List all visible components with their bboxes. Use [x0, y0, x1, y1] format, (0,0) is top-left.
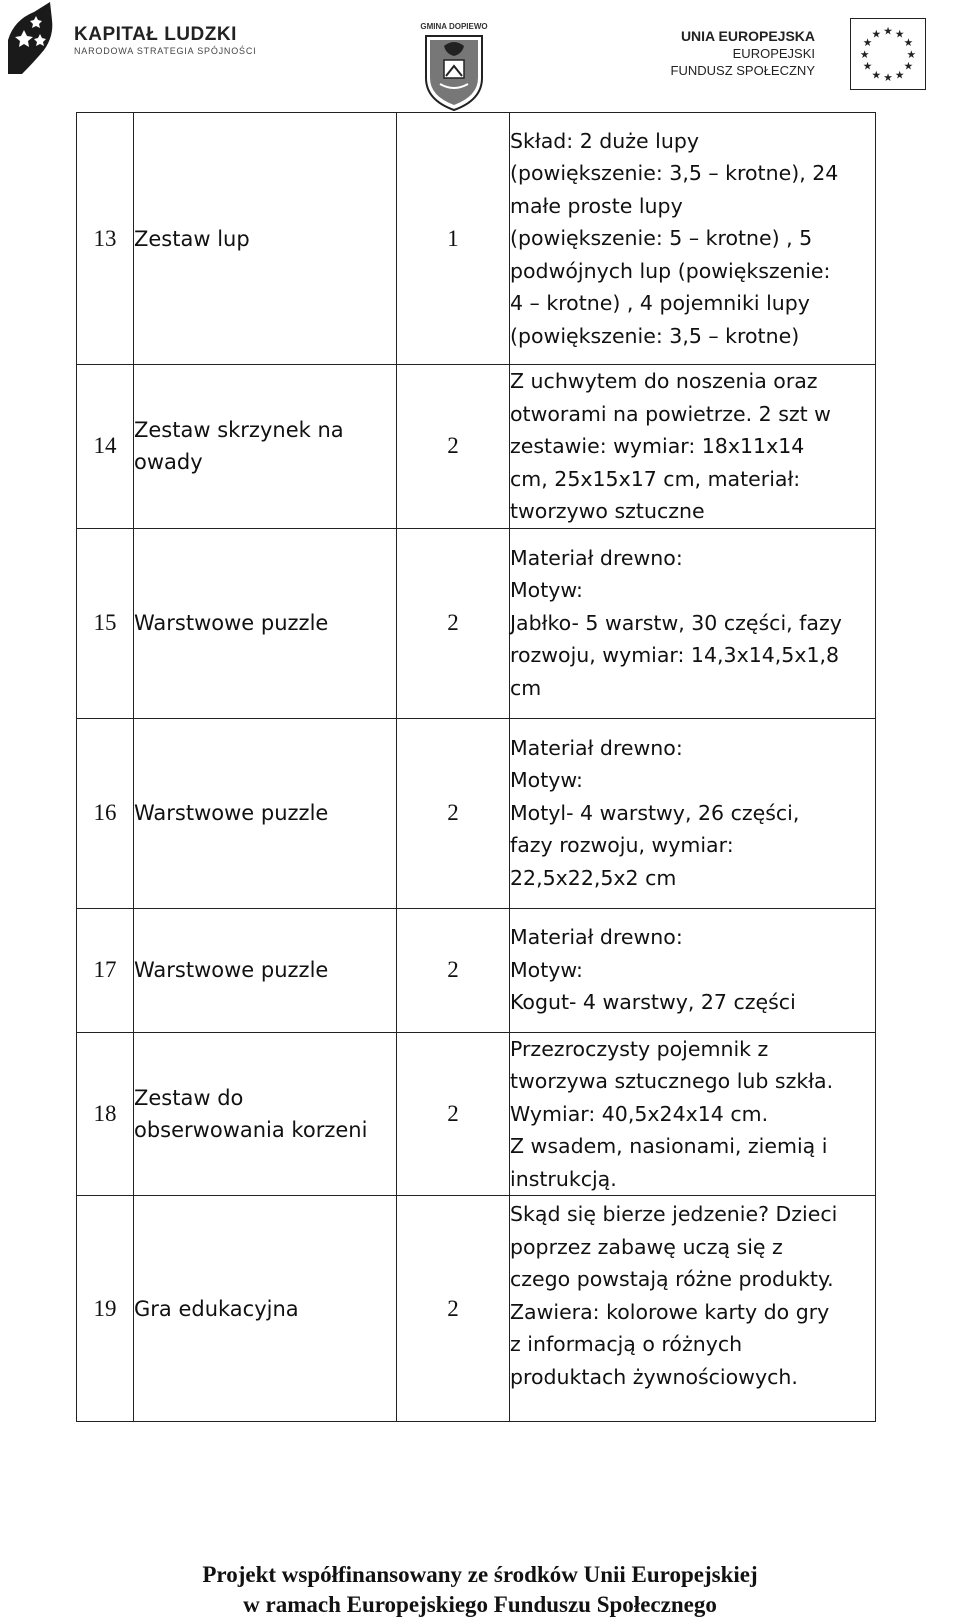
item-description: [510, 1032, 876, 1196]
item-description: [510, 113, 876, 365]
svg-text:★: ★: [906, 47, 917, 61]
description-line: poprzez zabawę uczą się z: [510, 1234, 783, 1259]
description-line: Przezroczysty pojemnik z: [510, 1036, 769, 1061]
description-line: z informacją o różnych: [510, 1332, 743, 1356]
item-name: Warstwowe puzzle: [134, 528, 397, 718]
gmina-label: GMINA DOPIEWO: [420, 22, 488, 31]
description-line: rozwoju, wymiar: 14,3x14,5x1,8: [510, 643, 840, 668]
svg-text:★: ★: [883, 71, 893, 85]
item-quantity: 2: [397, 908, 510, 1032]
description-line: Kogut- 4 warstwy, 27 części: [510, 990, 796, 1015]
description-line: Zawiera: kolorowe karty do gry: [510, 1299, 830, 1324]
description-line: Wymiar: 40,5x24x14 cm.: [510, 1101, 769, 1126]
item-name: Zestaw lup: [134, 113, 397, 365]
item-quantity: 2: [397, 365, 510, 529]
equipment-table: [76, 112, 876, 1422]
item-quantity: 2: [397, 528, 510, 718]
table-row: [77, 718, 876, 908]
item-description: [510, 365, 876, 529]
item-description: [510, 528, 876, 718]
eu-social-fund-logo: [670, 16, 960, 96]
kapital-ludzki-logo: [4, 0, 257, 80]
description-line: produktach żywnościowych.: [510, 1364, 798, 1389]
row-number: 16: [77, 718, 134, 908]
row-number: 19: [77, 1196, 134, 1422]
description-line: Motyw:: [510, 578, 583, 603]
description-line: tworzywo sztuczne: [510, 499, 705, 523]
row-number: 15: [77, 528, 134, 718]
footer-line-1: Projekt współfinansowany ze środków Unii Europejskiej: [202, 1562, 758, 1587]
description-line: Motyw:: [510, 768, 583, 793]
table-row: [77, 365, 876, 529]
footer-line-2: w ramach Europejskiego Funduszu Społecznego: [243, 1592, 717, 1617]
gmina-coat-of-arms: [418, 22, 490, 112]
description-line: Materiał drewno:: [510, 925, 683, 950]
description-line: Skąd się bierze jedzenie? Dzieci: [510, 1202, 838, 1226]
table-row: [77, 113, 876, 365]
description-line: (powiększenie: 3,5 – krotne): [510, 323, 800, 348]
ue-subtitle-1: EUROPEJSKI: [732, 46, 815, 61]
description-line: 22,5x22,5x2 cm: [510, 865, 677, 890]
description-line: czego powstają różne produkty.: [510, 1267, 834, 1291]
description-line: fazy rozwoju, wymiar:: [510, 833, 734, 858]
page-header: [0, 0, 960, 112]
table-row: [77, 528, 876, 718]
description-line: Skład: 2 duże lupy: [510, 128, 699, 153]
item-quantity: 2: [397, 718, 510, 908]
kapital-ludzki-subtitle: NARODOWA STRATEGIA SPÓJNOŚCI: [74, 46, 257, 56]
description-line: Materiał drewno:: [510, 545, 683, 570]
description-line: zestawie: wymiar: 18x11x14: [510, 434, 805, 458]
svg-text:★: ★: [903, 59, 914, 73]
svg-text:★: ★: [862, 36, 873, 50]
item-quantity: 2: [397, 1196, 510, 1422]
ue-subtitle-2: FUNDUSZ SPOŁECZNY: [670, 63, 815, 78]
svg-text:★: ★: [859, 47, 870, 61]
row-number: 17: [77, 908, 134, 1032]
item-name: Zestaw skrzynek na owady: [134, 365, 397, 529]
description-line: (powiększenie: 3,5 – krotne), 24: [510, 161, 839, 186]
row-number: 13: [77, 113, 134, 365]
table-row: [77, 1032, 876, 1196]
eu-flag-icon: [850, 18, 926, 90]
svg-text:★: ★: [871, 27, 882, 41]
item-name: Gra edukacyjna: [134, 1196, 397, 1422]
description-line: Jabłko- 5 warstw, 30 części, fazy: [510, 610, 842, 635]
description-line: podwójnych lup (powiększenie:: [510, 258, 831, 283]
description-line: cm, 25x15x17 cm, materiał:: [510, 466, 801, 491]
svg-text:★: ★: [862, 59, 873, 73]
item-name: Warstwowe puzzle: [134, 908, 397, 1032]
svg-text:★: ★: [883, 24, 893, 38]
description-line: otworami na powietrze. 2 szt w: [510, 401, 831, 426]
ue-title: UNIA EUROPEJSKA: [680, 28, 815, 44]
item-description: [510, 908, 876, 1032]
svg-text:★: ★: [871, 68, 882, 82]
svg-text:★: ★: [894, 27, 905, 41]
table-row: [77, 1196, 876, 1422]
description-line: małe proste lupy: [510, 193, 683, 218]
item-name: Warstwowe puzzle: [134, 718, 397, 908]
item-name: Zestaw do obserwowania korzeni: [134, 1032, 397, 1196]
svg-text:★: ★: [903, 36, 914, 50]
description-line: tworzywa sztucznego lub szkła.: [510, 1069, 834, 1093]
description-line: Materiał drewno:: [510, 735, 683, 760]
description-line: Z wsadem, nasionami, ziemią i: [510, 1134, 828, 1158]
coat-of-arms-shield-icon: [422, 32, 486, 112]
description-line: instrukcją.: [510, 1166, 617, 1191]
description-line: cm: [510, 675, 542, 700]
item-description: [510, 718, 876, 908]
description-line: 4 – krotne) , 4 pojemniki lupy: [510, 291, 810, 316]
description-line: (powiększenie: 5 – krotne) , 5: [510, 226, 813, 251]
row-number: 18: [77, 1032, 134, 1196]
item-quantity: 2: [397, 1032, 510, 1196]
row-number: 14: [77, 365, 134, 529]
description-line: Motyw:: [510, 957, 583, 982]
svg-text:★: ★: [894, 68, 905, 82]
item-quantity: 1: [397, 113, 510, 365]
description-line: Z uchwytem do noszenia oraz: [510, 369, 818, 393]
table-row: [77, 908, 876, 1032]
kapital-ludzki-title: KAPITAŁ LUDZKI: [74, 24, 237, 45]
item-description: [510, 1196, 876, 1422]
kapital-ludzki-emblem-icon: [4, 0, 60, 76]
page-footer: [0, 1560, 960, 1620]
description-line: Motyl- 4 warstwy, 26 części,: [510, 800, 800, 825]
